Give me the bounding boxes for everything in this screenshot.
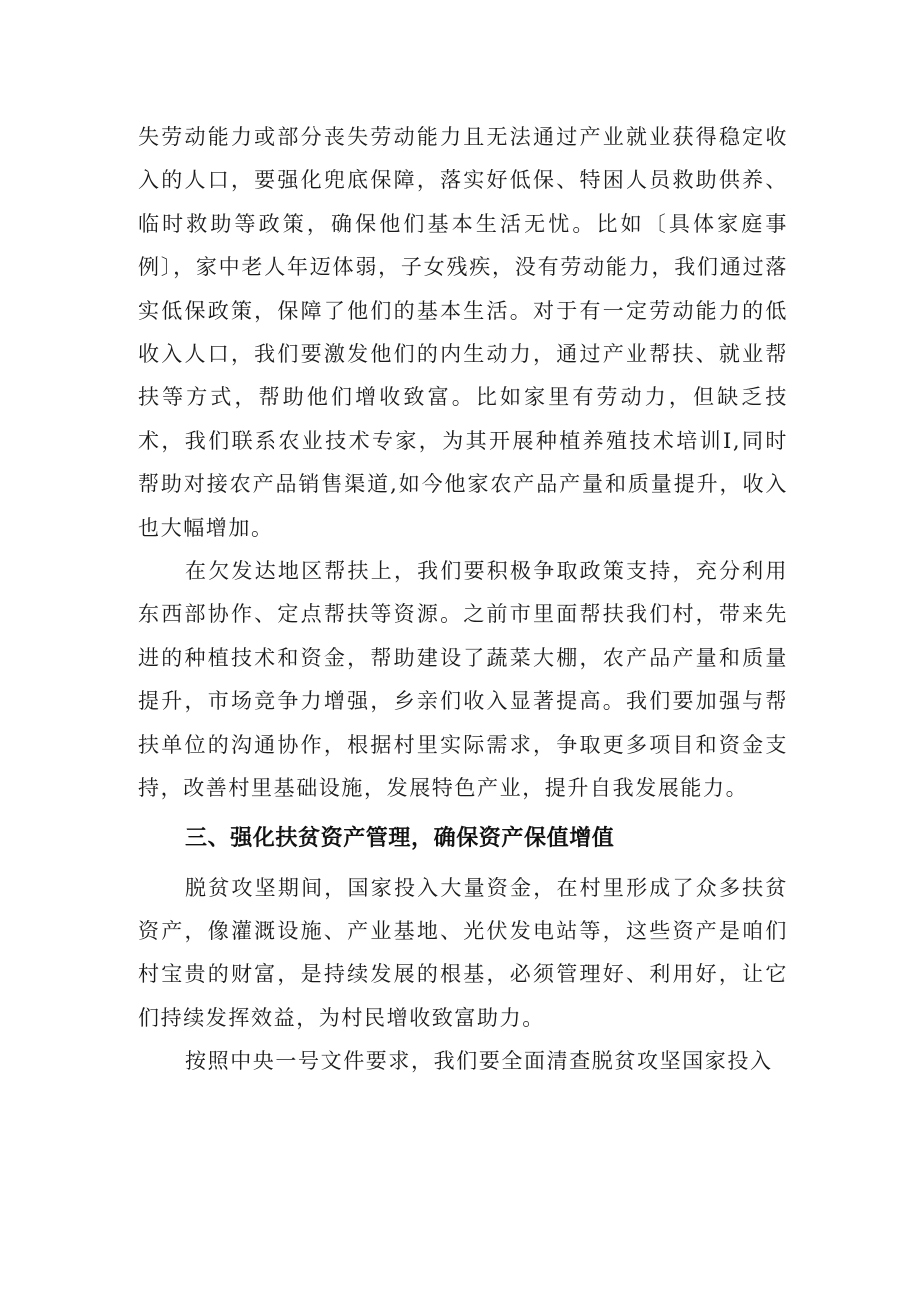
paragraph-underdeveloped-area-support: 在欠发达地区帮扶上，我们要积极争取政策支持，充分利用东西部协作、定点帮扶等资源。之前市里面帮扶我们村，带来先进的种植技术和资金，帮助建设了蔬菜大棚，农产品产量和质量提升，市场竞争力增强，乡亲们收入显著提高。我们要加强与帮扶单位的沟通协作，根据村里实际需求，争取更多项目和资金支持，改善村里基础设施，发展特色产业，提升自我发展能力。: [138, 559, 788, 801]
paragraph-social-assistance: 失劳动能力或部分丧失劳动能力且无法通过产业就业获得稳定收入的人口，要强化兜底保障，落实好低保、特困人员救助供养、临时救助等政策，确保他们基本生活无忧。比如〔具体家庭事例〕，家中老人年迈体弱，子女残疾，没有劳动能力，我们通过落实低保政策，保障了他们的基本生活。对于有一定劳动能力的低收入人口，我们要激发他们的内生动力，通过产业帮扶、就业帮扶等方式，帮助他们增收致富。比如家里有劳动力，但缺乏技术，我们联系农业技术专家，为其开展种植养殖技术培训I,同时帮助对接农产品销售渠道,如今他家农产品产量和质量提升，收入也大幅增加。: [138, 125, 788, 540]
paragraph-poverty-assets: 脱贫攻坚期间，国家投入大量资金，在村里形成了众多扶贫资产，像灌溉设施、产业基地、光伏发电站等，这些资产是咱们村宝贵的财富，是持续发展的根基，必须管理好、利用好，让它们持续发挥效益，为村民增收致富助力。: [138, 875, 788, 1030]
section-heading-asset-management: 三、强化扶贫资产管理，确保资产保值增值: [185, 825, 615, 851]
paragraph-central-document-requirements: 按照中央一号文件要求，我们要全面清查脱贫攻坚国家投入: [185, 1049, 773, 1074]
document-page: [138, 116, 788, 1084]
